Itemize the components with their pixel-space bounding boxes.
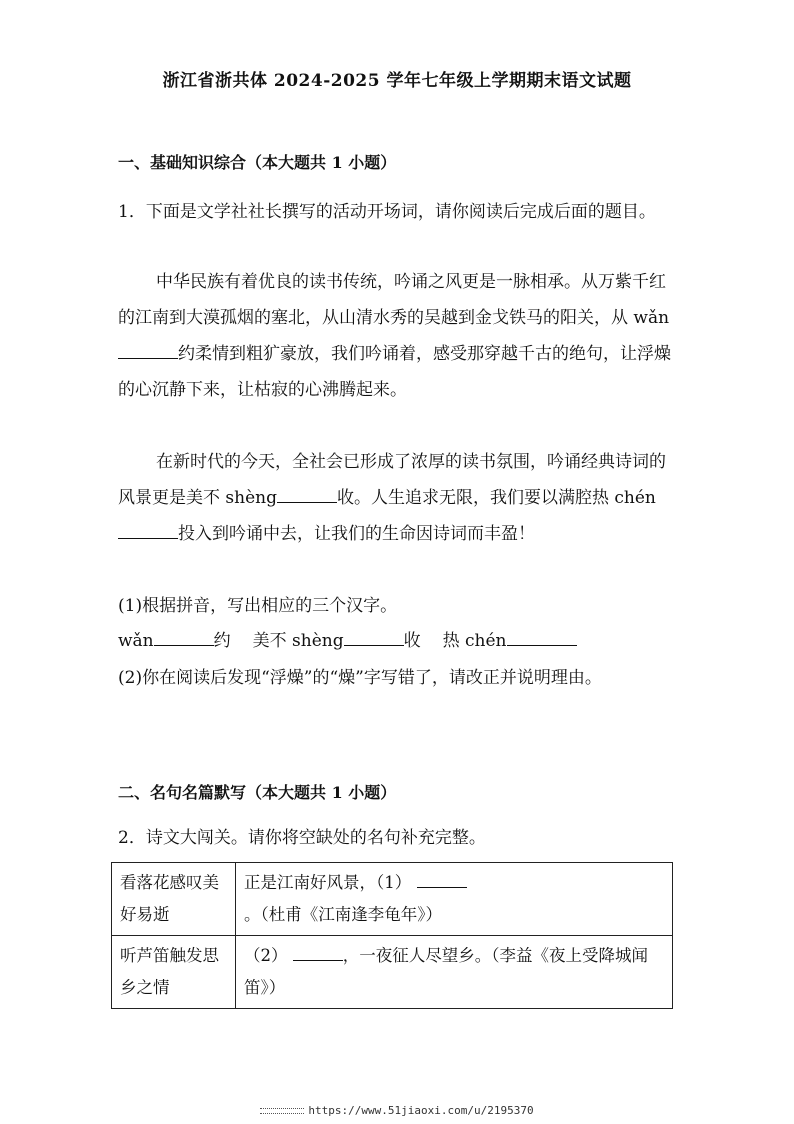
section-heading-basic-knowledge: 一、基础知识综合（本大题共 1 小题）: [118, 153, 397, 172]
answer-blank-3[interactable]: [507, 627, 577, 646]
passage-p2-text-b: 收。人生追求无限，我们要以满腔热 chén: [336, 488, 656, 508]
passage-p1-text-b: 约柔情到粗犷豪放，我们吟诵着，感受那穿越千古的绝句，让浮燥的心沉静下来，让枯寂的心沸腾起来。: [118, 344, 671, 400]
section-heading-famous-lines: 二、名句名篇默写（本大题共 1 小题）: [118, 783, 397, 802]
page-title: 浙江省浙共体 2024-2025 学年七年级上学期期末语文试题: [162, 71, 632, 91]
row-content-cell: [236, 936, 673, 1009]
table-row: [112, 936, 673, 1009]
row-content-cell: [236, 863, 673, 936]
answer-fill-row: [118, 626, 577, 651]
answer-blank-1[interactable]: [154, 627, 214, 646]
row-content-text-b: 。（杜甫《江南逢李龟年》）: [244, 905, 442, 924]
watermark-logo: [260, 1108, 304, 1114]
fill3-label: 热 chén: [442, 631, 507, 651]
question-1-intro: 1．下面是文学社社长撰写的活动开场词，请你阅读后完成后面的题目。: [118, 202, 656, 222]
poem-fill-table: [111, 862, 673, 1009]
passage-p2-text-c: 投入到吟诵中去，让我们的生命因诗词而丰盈！: [178, 524, 535, 544]
passage-p1-text-a: 中华民族有着优良的读书传统，吟诵之风更是一脉相承。从万紫千红的江南到大漠孤烟的塞北，从山清水秀的吴越到金戈铁马的阳关，从 wǎn: [118, 272, 670, 328]
passage-paragraph-1: [118, 264, 678, 408]
fill1-label: wǎn: [118, 631, 154, 651]
pinyin-blank-sheng[interactable]: [277, 484, 337, 503]
passage-p2-text-a: 在新时代的今天，全社会已形成了浓厚的读书氛围，吟诵经典诗词的风景更是美不 shèng: [118, 452, 666, 508]
table-row: [112, 863, 673, 936]
poem-blank-1[interactable]: [417, 869, 467, 888]
sub-question-1: (1)根据拼音，写出相应的三个汉字。: [118, 596, 398, 616]
fill2-label: 美不 shèng: [252, 631, 344, 651]
poem-blank-2[interactable]: [293, 942, 343, 961]
row-content-text-b: ，一夜征人尽望乡。（李益《夜上受降城闻笛》）: [244, 946, 648, 997]
answer-blank-2[interactable]: [344, 627, 404, 646]
fill1-suffix: 约: [213, 631, 231, 651]
question-2-intro: 2．诗文大闯关。请你将空缺处的名句补充完整。: [118, 828, 486, 848]
row-theme-cell: 看落花感叹美好易逝: [112, 863, 236, 936]
footer-url[interactable]: https://www.51jiaoxi.com/u/2195370: [308, 1104, 534, 1117]
row-theme-cell: 听芦笛触发思乡之情: [112, 936, 236, 1009]
pinyin-blank-wan[interactable]: [118, 340, 178, 359]
page-footer: [0, 1104, 794, 1117]
passage-paragraph-2: [118, 444, 678, 552]
fill2-suffix: 收: [403, 631, 421, 651]
row-content-text-a: （2）: [244, 946, 288, 965]
row-content-text-a: 正是江南好风景，（1）: [244, 873, 412, 892]
pinyin-blank-chen[interactable]: [118, 520, 178, 539]
sub-question-2: (2)你在阅读后发现“浮燥”的“燥”字写错了，请改正并说明理由。: [118, 668, 602, 688]
